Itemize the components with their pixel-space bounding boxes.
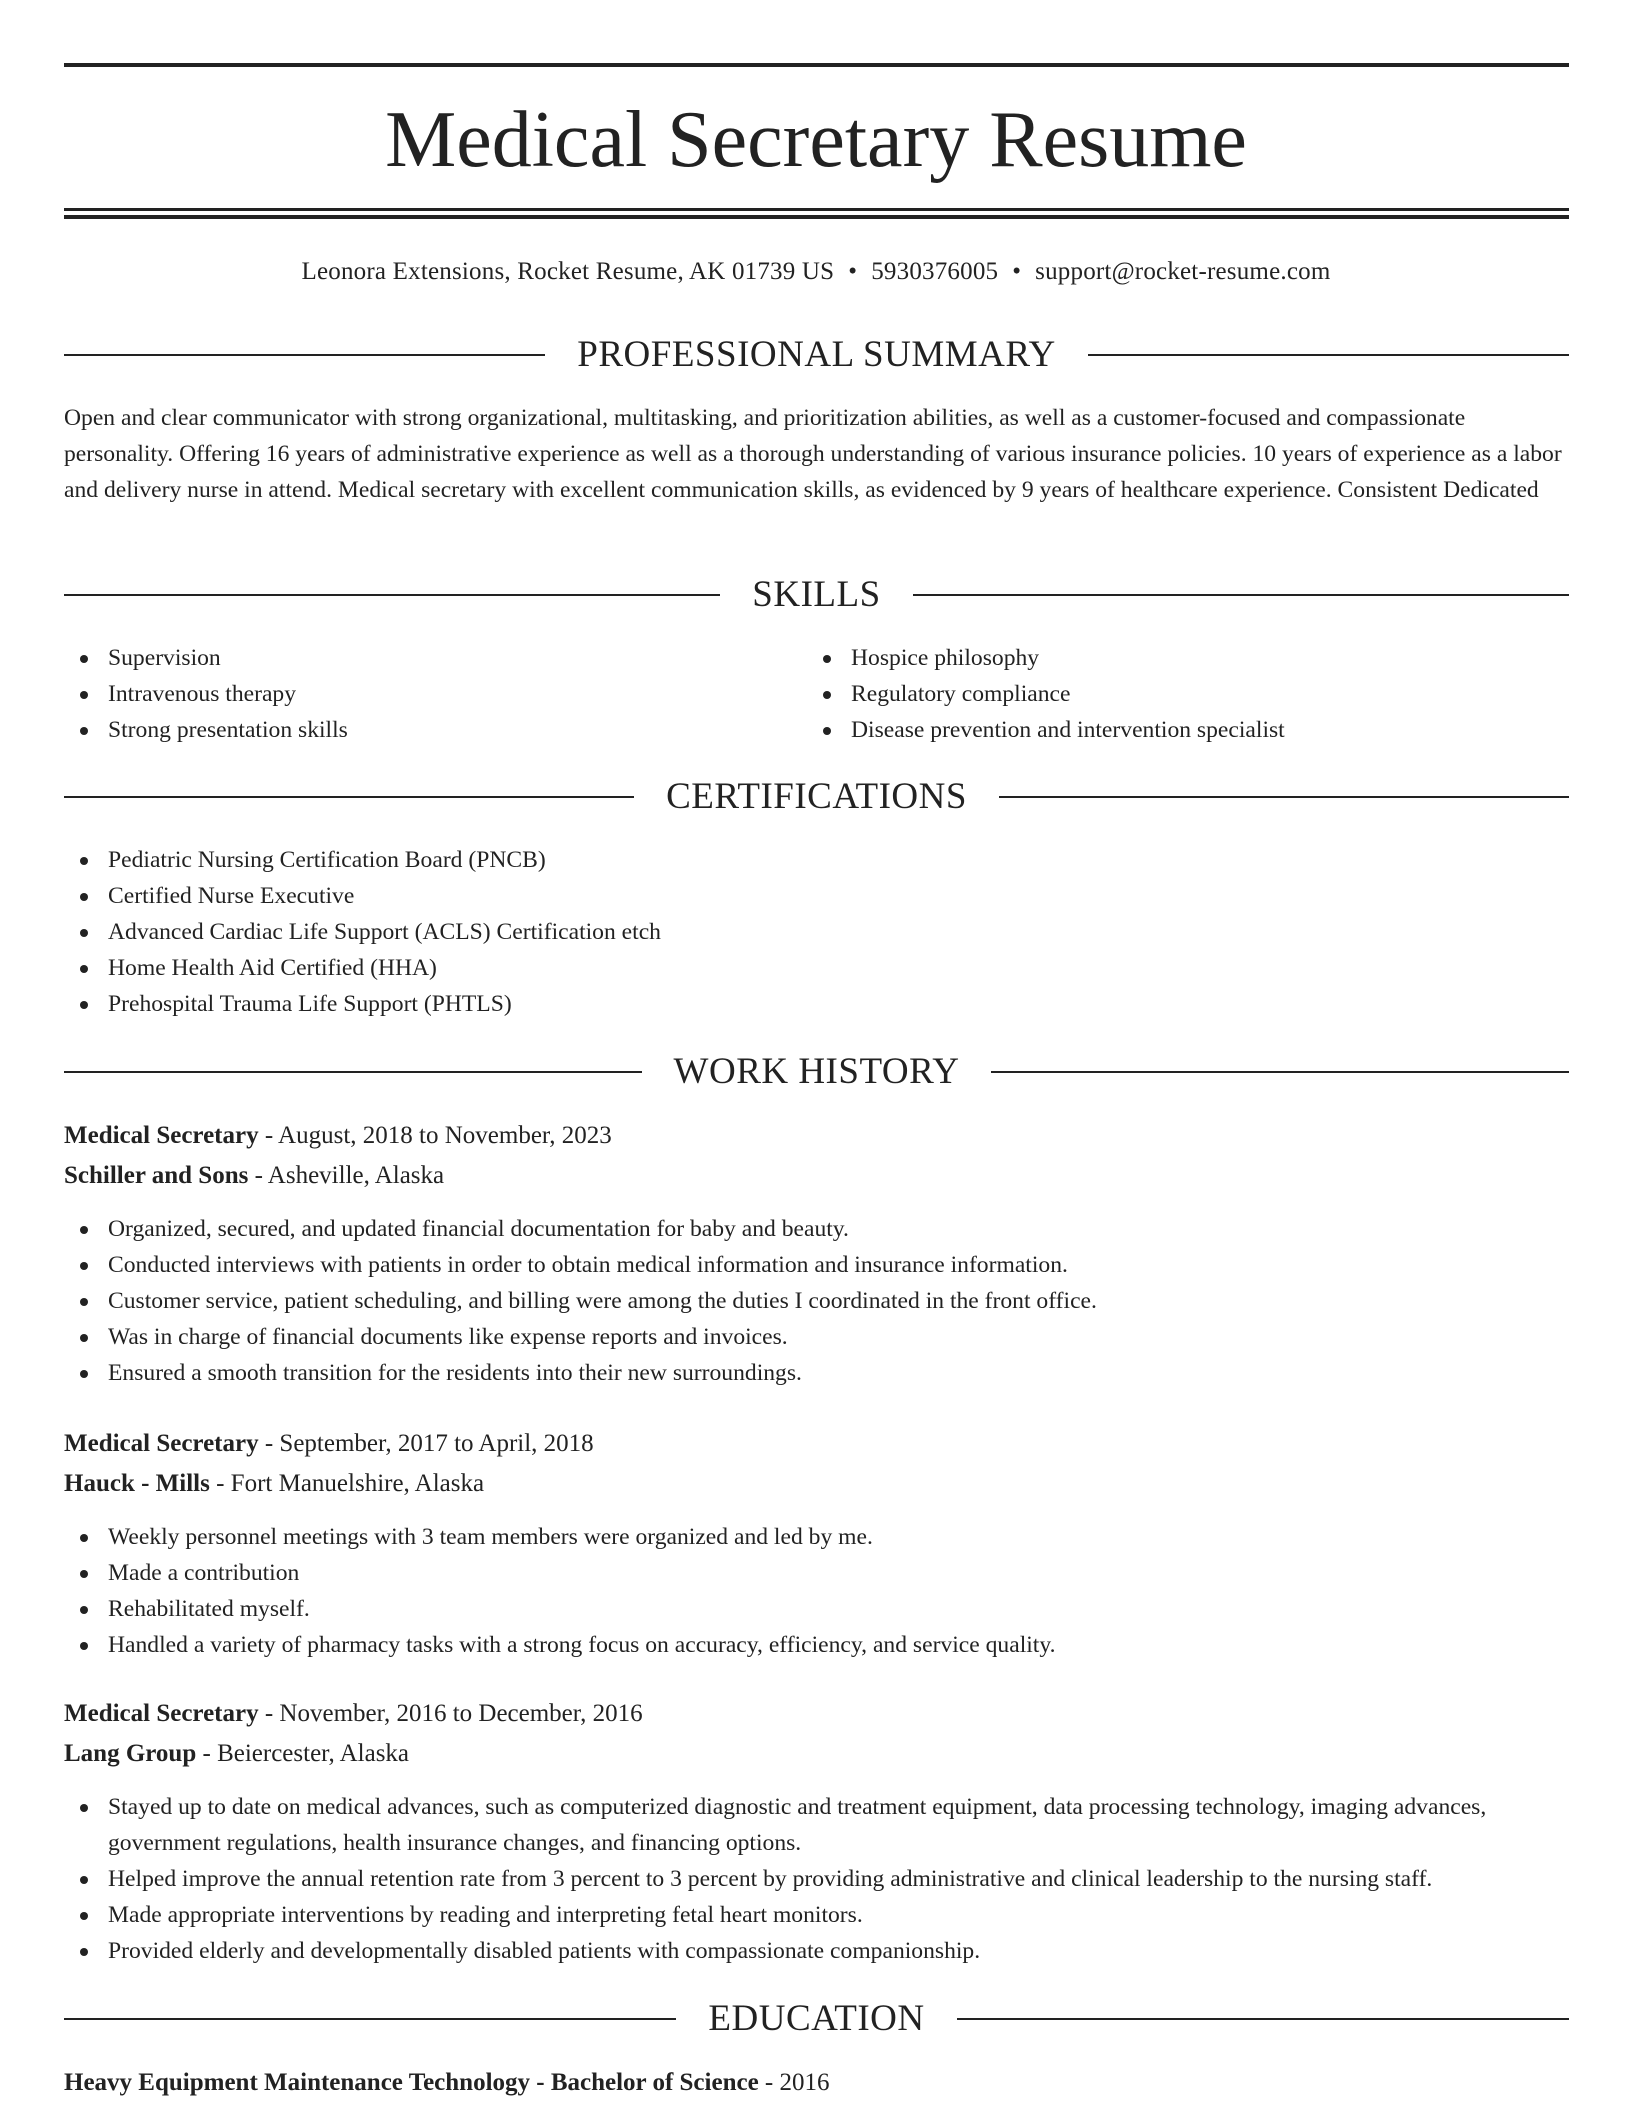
skill-item: Intravenous therapy xyxy=(64,676,348,712)
job-title-line: Medical Secretary - November, 2016 to December, 2016 xyxy=(64,1700,643,1727)
heading-rule xyxy=(64,796,634,798)
heading-rule xyxy=(64,2018,676,2020)
section-title: WORK HISTORY xyxy=(673,1051,960,1092)
company-location: Asheville, Alaska xyxy=(267,1162,445,1189)
heading-rule xyxy=(1088,354,1569,356)
job-bullet: Conducted interviews with patients in order to obtain medical information and insurance information. xyxy=(64,1247,1097,1283)
certifications-list xyxy=(64,842,661,1022)
job-title: Medical Secretary xyxy=(64,1700,259,1727)
section-title: EDUCATION xyxy=(708,1998,925,2039)
job-bullet: Made a contribution xyxy=(64,1555,1056,1591)
skill-item: Supervision xyxy=(64,640,348,676)
job-title-line: Medical Secretary - September, 2017 to April, 2018 xyxy=(64,1430,594,1457)
heading-rule xyxy=(64,594,720,596)
section-heading-work-history xyxy=(64,1052,1569,1092)
job-bullet: Provided elderly and developmentally disabled patients with compassionate companionship. xyxy=(64,1933,1569,1969)
company-name: Schiller and Sons xyxy=(64,1162,249,1189)
section-heading-skills xyxy=(64,575,1569,615)
job-bullets xyxy=(64,1789,1569,1969)
section-heading-summary xyxy=(64,335,1569,375)
job-bullet: Ensured a smooth transition for the residents into their new surroundings. xyxy=(64,1355,1097,1391)
education-year: 2016 xyxy=(779,2069,830,2096)
certification-item: Prehospital Trauma Life Support (PHTLS) xyxy=(64,986,661,1022)
skill-item: Disease prevention and intervention specialist xyxy=(807,712,1285,748)
heading-rule xyxy=(64,1071,642,1073)
education-degree: Heavy Equipment Maintenance Technology - Bachelor of Science xyxy=(64,2069,759,2096)
section-heading-certifications xyxy=(64,777,1569,817)
company-name: Lang Group xyxy=(64,1740,197,1767)
heading-rule xyxy=(913,594,1569,596)
section-title: SKILLS xyxy=(752,574,881,615)
separator-dot: • xyxy=(1012,258,1022,285)
job-bullets xyxy=(64,1211,1097,1391)
job-bullet: Stayed up to date on medical advances, such as computerized diagnostic and treatment equipment, data processing technology, imaging advances, government regulations, health insurance changes, and financing options. xyxy=(64,1789,1569,1861)
top-rule xyxy=(64,63,1569,67)
resume-title: Medical Secretary Resume xyxy=(385,96,1247,184)
section-heading-education xyxy=(64,1999,1569,2039)
section-title: PROFESSIONAL SUMMARY xyxy=(577,334,1056,375)
job-bullet: Was in charge of financial documents like expense reports and invoices. xyxy=(64,1319,1097,1355)
job-title-line: Medical Secretary - August, 2018 to November, 2023 xyxy=(64,1122,612,1149)
certification-item: Pediatric Nursing Certification Board (PNCB) xyxy=(64,842,661,878)
job-bullet: Organized, secured, and updated financial documentation for baby and beauty. xyxy=(64,1211,1097,1247)
section-title: CERTIFICATIONS xyxy=(666,776,967,817)
certification-item: Home Health Aid Certified (HHA) xyxy=(64,950,661,986)
job-company-line: Schiller and Sons - Asheville, Alaska xyxy=(64,1162,445,1189)
contact-address: Leonora Extensions, Rocket Resume, AK 01739 US xyxy=(301,258,835,285)
certification-item: Certified Nurse Executive xyxy=(64,878,661,914)
job-bullet: Helped improve the annual retention rate from 3 percent to 3 percent by providing administrative and clinical leadership to the nursing staff. xyxy=(64,1861,1569,1897)
job-bullet: Handled a variety of pharmacy tasks with a strong focus on accuracy, efficiency, and service quality. xyxy=(64,1627,1056,1663)
job-dates: August, 2018 to November, 2023 xyxy=(278,1122,612,1149)
job-dates: September, 2017 to April, 2018 xyxy=(279,1430,594,1457)
job-bullet: Weekly personnel meetings with 3 team members were organized and led by me. xyxy=(64,1519,1056,1555)
contact-phone: 5930376005 xyxy=(871,258,999,285)
contact-line xyxy=(0,256,1632,288)
job-bullet: Made appropriate interventions by reading and interpreting fetal heart monitors. xyxy=(64,1897,1569,1933)
company-location: Beiercester, Alaska xyxy=(217,1740,410,1767)
title-rule-upper xyxy=(64,208,1569,211)
job-bullet: Rehabilitated myself. xyxy=(64,1591,1056,1627)
heading-rule xyxy=(64,354,545,356)
skill-item: Strong presentation skills xyxy=(64,712,348,748)
company-location: Fort Manuelshire, Alaska xyxy=(230,1470,485,1497)
job-company-line: Lang Group - Beiercester, Alaska xyxy=(64,1740,410,1767)
certification-item: Advanced Cardiac Life Support (ACLS) Certification etch xyxy=(64,914,661,950)
education-line: Heavy Equipment Maintenance Technology - Bachelor of Science - 2016 xyxy=(64,2069,830,2096)
skill-item: Regulatory compliance xyxy=(807,676,1285,712)
contact-email: support@rocket-resume.com xyxy=(1035,258,1331,285)
company-name: Hauck - Mills xyxy=(64,1470,210,1497)
title-rule-lower xyxy=(64,215,1569,219)
job-title: Medical Secretary xyxy=(64,1430,259,1457)
job-dates: November, 2016 to December, 2016 xyxy=(279,1700,643,1727)
job-bullets xyxy=(64,1519,1056,1663)
heading-rule xyxy=(991,1071,1569,1073)
heading-rule xyxy=(999,796,1569,798)
skills-list-right xyxy=(807,640,1285,748)
job-title: Medical Secretary xyxy=(64,1122,259,1149)
summary-text: Open and clear communicator with strong organizational, multitasking, and prioritization abilities, as well as a customer-focused and compassionate personality. Offering 16 years of administrative experience as well as a thorough understanding of various insurance policies. 10 years of experience as a labor and delivery nurse in attend. Medical secretary with excellent communication skills, as evidenced by 9 years of healthcare experience. Consistent Dedicated xyxy=(64,405,1562,503)
separator-dot: • xyxy=(848,258,858,285)
skill-item: Hospice philosophy xyxy=(807,640,1285,676)
job-bullet: Customer service, patient scheduling, and billing were among the duties I coordinated in the front office. xyxy=(64,1283,1097,1319)
heading-rule xyxy=(957,2018,1569,2020)
skills-list-left xyxy=(64,640,348,748)
job-company-line: Hauck - Mills - Fort Manuelshire, Alaska xyxy=(64,1470,485,1497)
